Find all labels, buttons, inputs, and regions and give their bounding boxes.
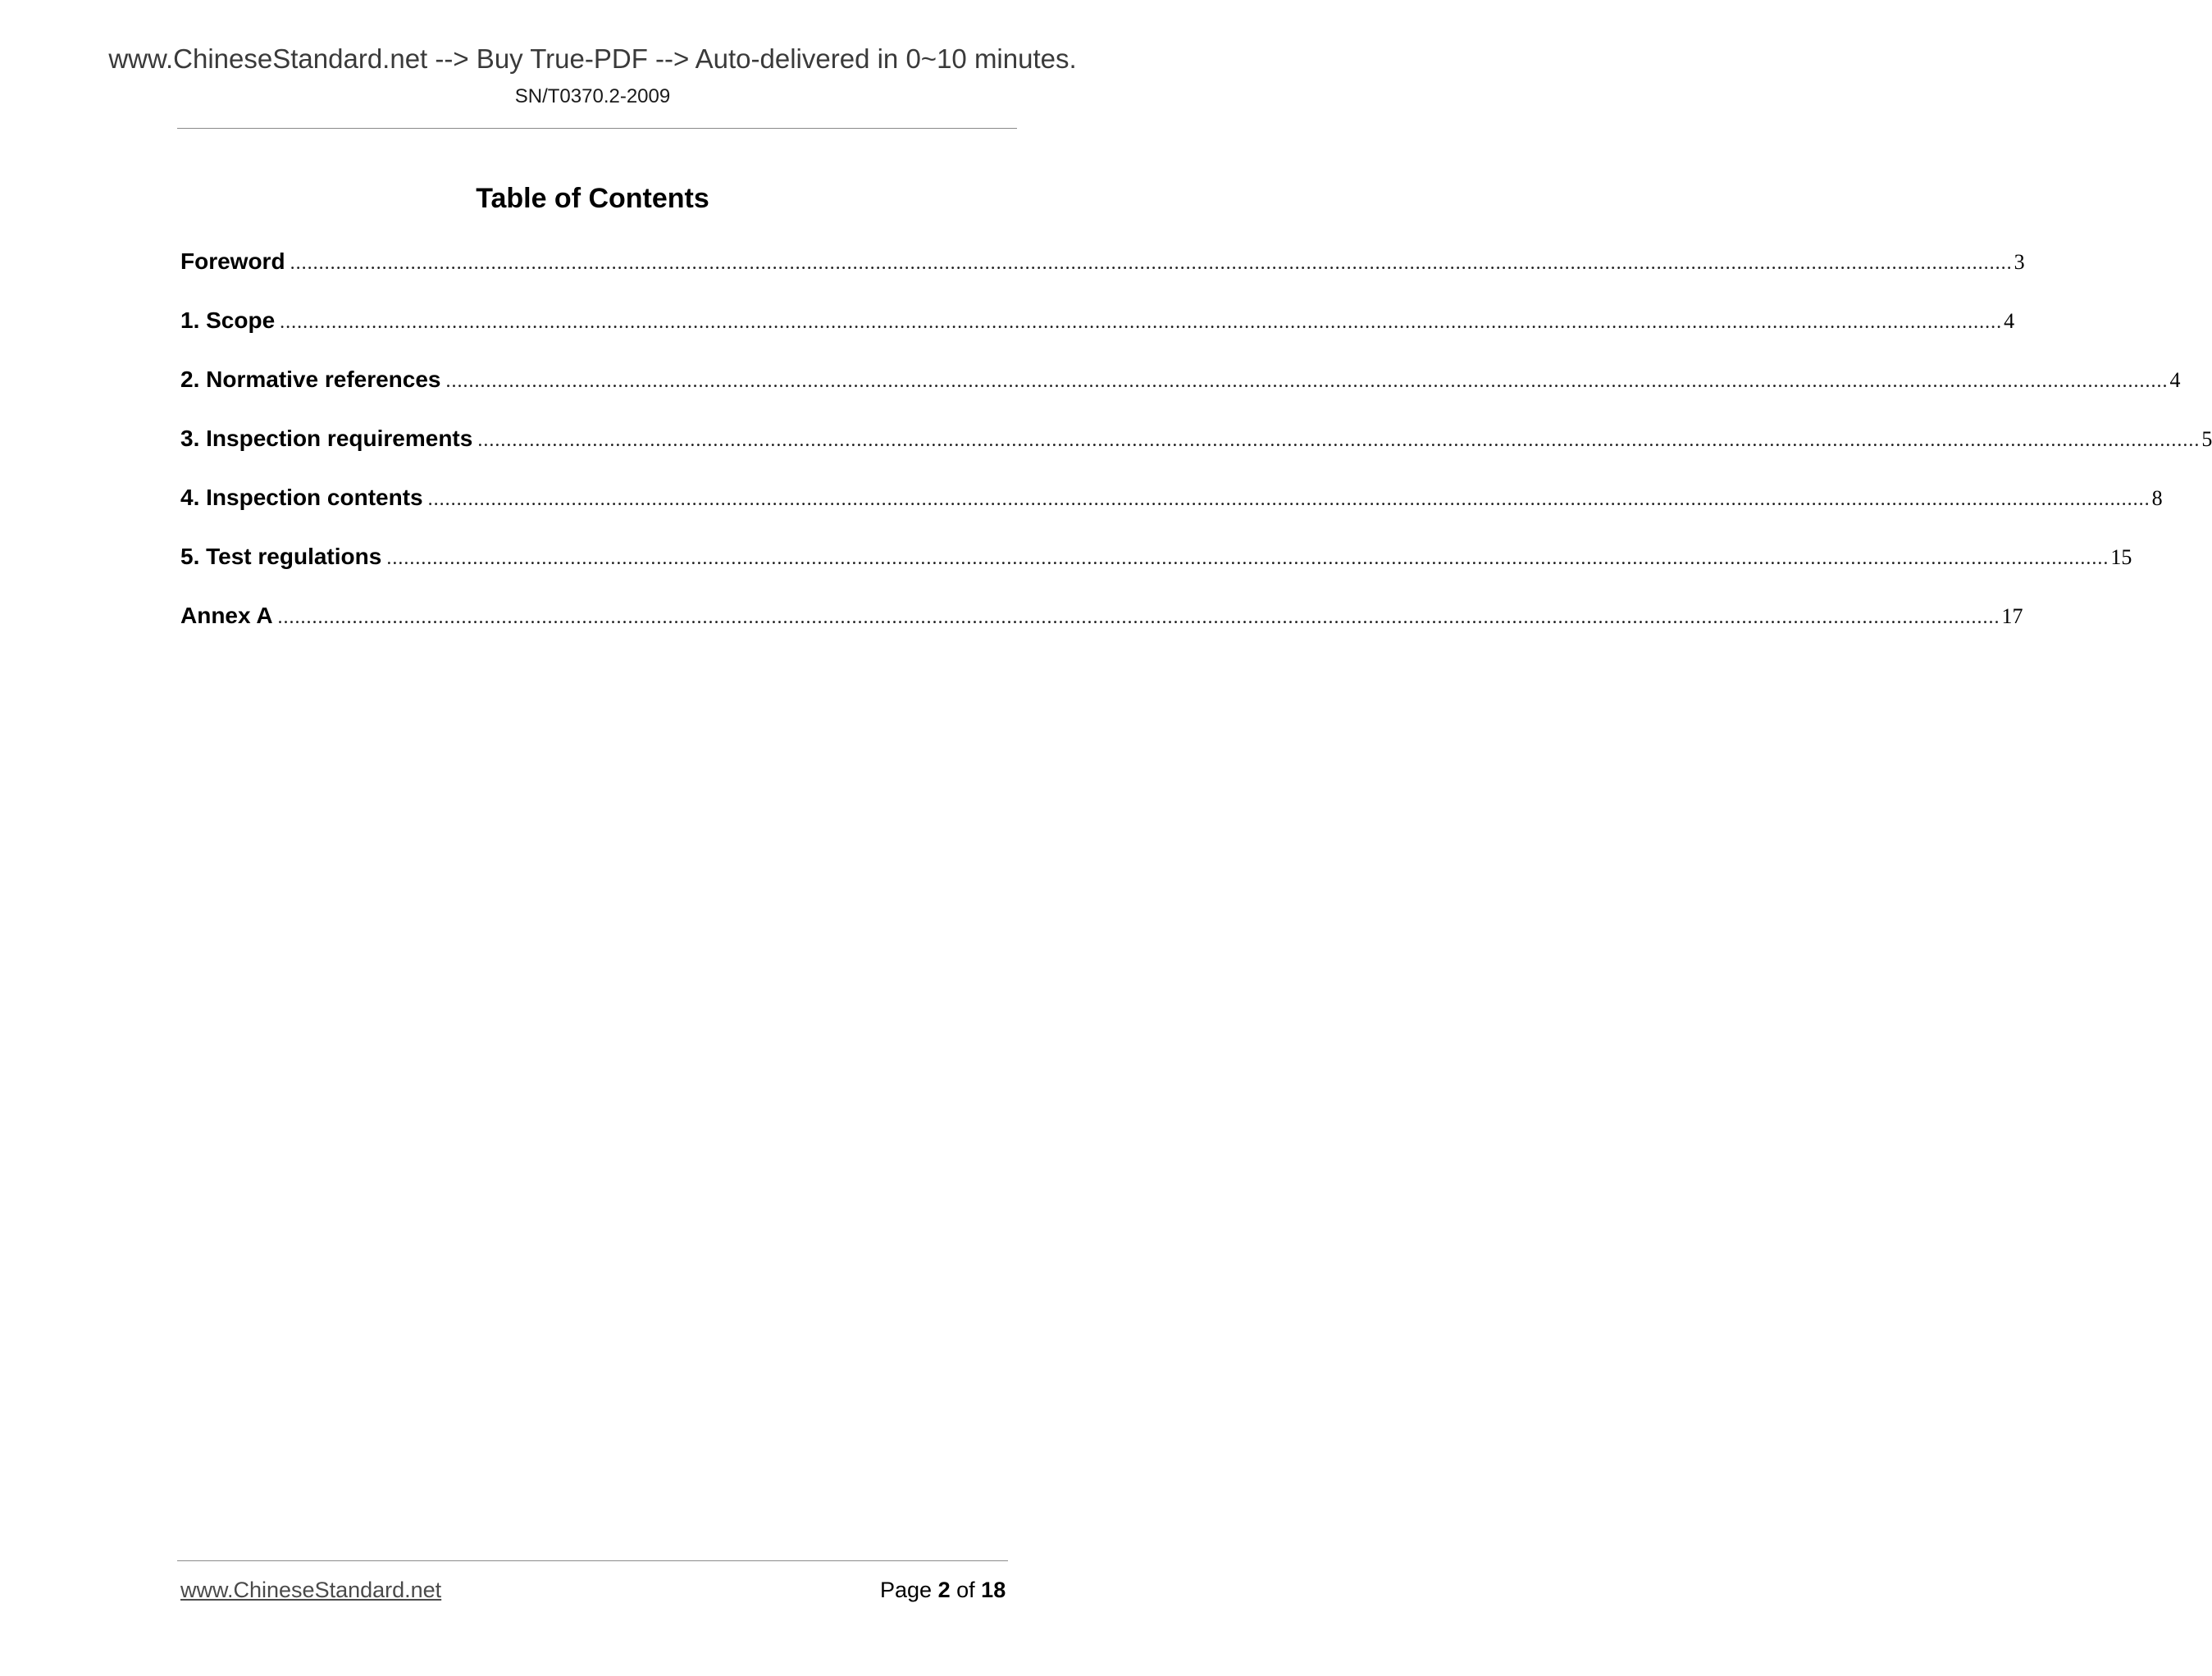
toc-entry-label: 2. Normative references bbox=[180, 367, 441, 392]
toc-entry-label: 4. Inspection contents bbox=[180, 485, 423, 510]
toc-entry-inspection-contents[interactable] bbox=[180, 485, 2163, 544]
toc-entry-label: Annex A bbox=[180, 603, 273, 628]
toc-entry-page: 15 bbox=[2110, 545, 2132, 569]
toc-entry-page: 17 bbox=[2001, 604, 2023, 628]
toc-entry-page: 8 bbox=[2151, 486, 2163, 510]
header-divider bbox=[177, 128, 1017, 129]
dot-leader: ............................................................................................................................................................................................................................................................................................................ bbox=[280, 312, 2003, 333]
toc-title: Table of Contents bbox=[476, 183, 709, 214]
table-of-contents bbox=[180, 248, 2212, 662]
toc-entry-scope[interactable] bbox=[180, 307, 2015, 367]
toc-entry-test-regulations[interactable] bbox=[180, 544, 2132, 603]
toc-entry-foreword[interactable] bbox=[180, 248, 2025, 307]
toc-entry-inspection-requirements[interactable] bbox=[180, 426, 2212, 485]
dot-leader: ............................................................................................................................................................................................................................................................................................................ bbox=[386, 548, 2109, 569]
toc-entry-page: 4 bbox=[2169, 368, 2181, 392]
toc-entry-label: 5. Test regulations bbox=[180, 544, 382, 569]
dot-leader: ............................................................................................................................................................................................................................................................................................................ bbox=[477, 430, 2201, 451]
toc-entry-normative-references[interactable] bbox=[180, 367, 2181, 426]
dot-leader: ............................................................................................................................................................................................................................................................................................................ bbox=[290, 253, 2013, 274]
footer-site-link[interactable]: www.ChineseStandard.net bbox=[180, 1578, 442, 1602]
footer-divider bbox=[177, 1560, 1008, 1561]
dot-leader: ............................................................................................................................................................................................................................................................................................................ bbox=[445, 371, 2169, 392]
toc-entry-label: Foreword bbox=[180, 248, 285, 274]
toc-entry-page: 4 bbox=[2004, 309, 2015, 333]
document-code: SN/T0370.2-2009 bbox=[514, 85, 671, 107]
dot-leader: ............................................................................................................................................................................................................................................................................................................ bbox=[277, 607, 2000, 628]
dot-leader: ............................................................................................................................................................................................................................................................................................................ bbox=[427, 489, 2150, 510]
total-pages: 18 bbox=[981, 1578, 1006, 1602]
toc-entry-page: 5 bbox=[2201, 427, 2212, 451]
toc-entry-page: 3 bbox=[2014, 250, 2025, 274]
site-banner: www.ChineseStandard.net --> Buy True-PDF --> Auto-delivered in 0~10 minutes. bbox=[108, 43, 1077, 74]
page-number bbox=[880, 1578, 1006, 1603]
page-separator: of bbox=[956, 1578, 975, 1602]
page-prefix: Page bbox=[880, 1578, 933, 1602]
toc-entry-label: 3. Inspection requirements bbox=[180, 426, 473, 451]
current-page-number: 2 bbox=[937, 1578, 951, 1602]
toc-entry-label: 1. Scope bbox=[180, 307, 276, 333]
toc-entry-annex-a[interactable] bbox=[180, 603, 2023, 662]
